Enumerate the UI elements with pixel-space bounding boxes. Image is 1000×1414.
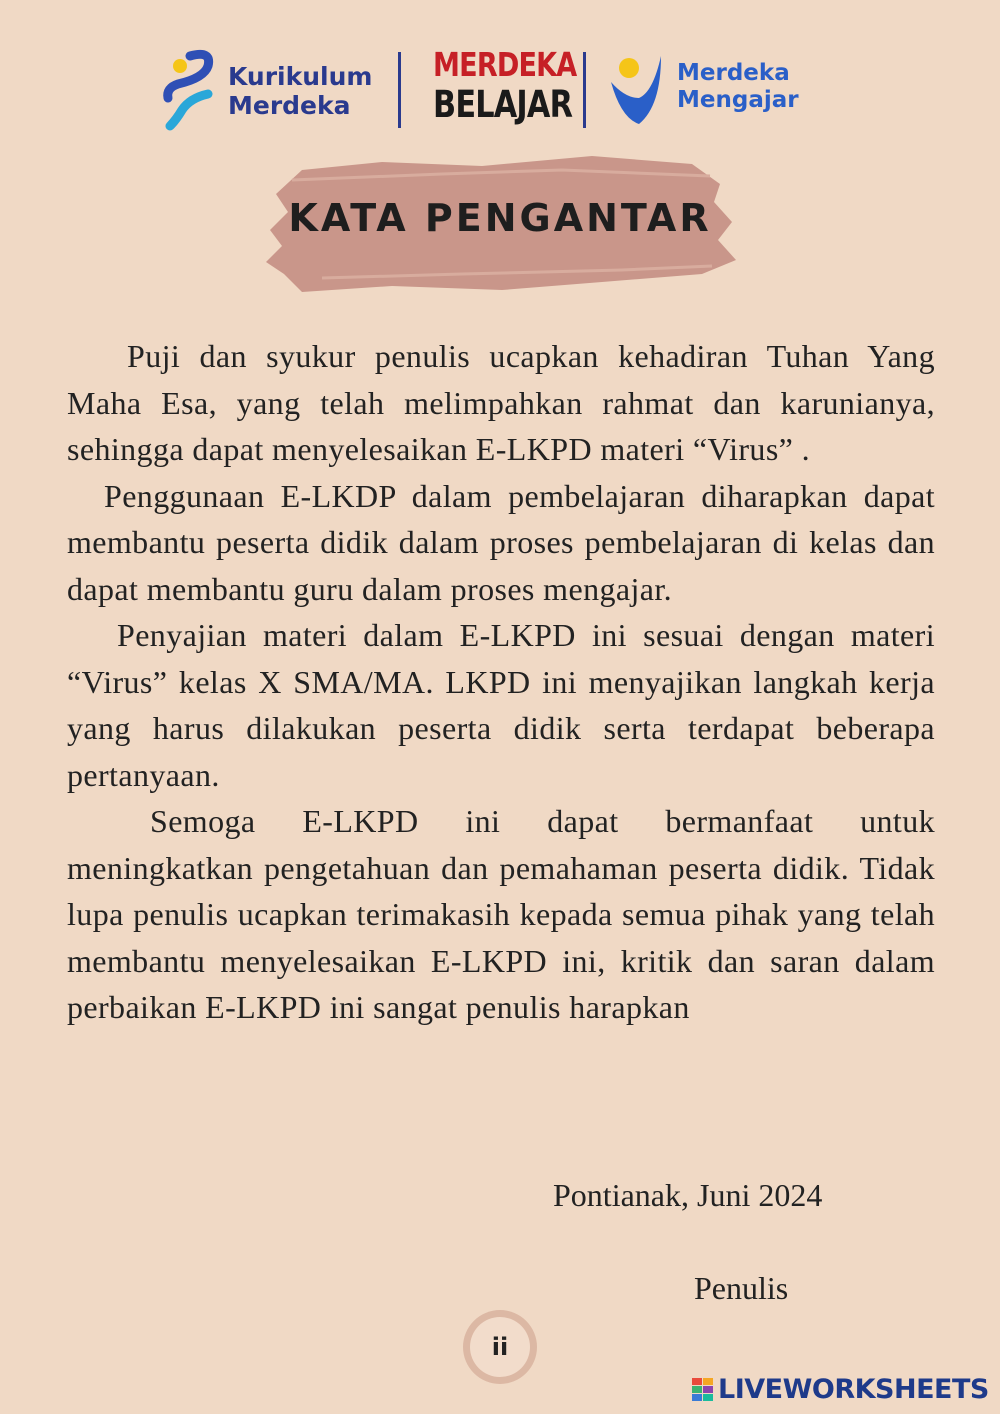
page-title: KATA PENGANTAR — [288, 196, 712, 240]
merdeka-line: Merdeka — [677, 60, 790, 86]
merdeka-mengajar-text — [677, 60, 799, 114]
title-banner — [262, 150, 738, 298]
page-number: ii — [470, 1317, 530, 1377]
signature-label: Penulis — [694, 1270, 789, 1306]
belajar-word: BELAJAR — [433, 83, 573, 126]
kurikulum-merdeka-logo — [160, 48, 385, 130]
merdeka-mengajar-logo — [605, 46, 815, 132]
paragraph: Semoga E-LKPD ini dapat bermanfaat untuk meningkatkan pengetahuan dan pemahaman peserta didik. Tidak lupa penulis ucapkan terimakasih kepada semua pihak yang telah membantu menyelesaikan E-LKPD ini, kritik dan saran dalam perbaikan E-LKPD ini sangat penulis harapkan — [67, 803, 935, 1025]
kurikulum-merdeka-text — [228, 62, 372, 120]
logo-divider — [398, 52, 401, 128]
paragraph: Puji dan syukur penulis ucapkan kehadiran Tuhan Yang Maha Esa, yang telah melimpahkan rahmat dan karunianya, sehingga dapat menyelesaikan E-LKPD materi “Virus” . — [67, 338, 935, 467]
liveworksheets-watermark — [692, 1374, 992, 1406]
merdeka-word: MERDEKA — [433, 45, 577, 84]
merdeka-mengajar-icon — [605, 46, 671, 132]
mengajar-line: Mengajar — [677, 87, 799, 113]
place-date: Pontianak, Juni 2024 — [553, 1177, 823, 1213]
paragraph: Penyajian materi dalam E-LKPD ini sesuai dengan materi “Virus” kelas X SMA/MA. LKPD ini menyajikan langkah kerja yang harus dilakukan peserta didik serta terdapat beberapa pertanyaan. — [67, 617, 935, 793]
body-text — [67, 333, 935, 1031]
liveworksheets-text: LIVEWORKSHEETS — [718, 1374, 989, 1405]
logo-divider — [583, 52, 586, 128]
kurikulum-merdeka-icon — [160, 48, 224, 132]
paragraph: Penggunaan E-LKDP dalam pembelajaran diharapkan dapat membantu peserta didik dalam proses pembelajaran di kelas dan dapat membantu guru dalam proses mengajar. — [67, 477, 935, 607]
merdeka-line: Merdeka — [228, 91, 351, 120]
merdeka-belajar-logo — [420, 45, 577, 132]
page-number-badge — [463, 1310, 537, 1384]
kurikulum-line: Kurikulum — [228, 62, 373, 91]
liveworksheets-icon — [692, 1378, 714, 1402]
header-logos — [0, 44, 1000, 134]
